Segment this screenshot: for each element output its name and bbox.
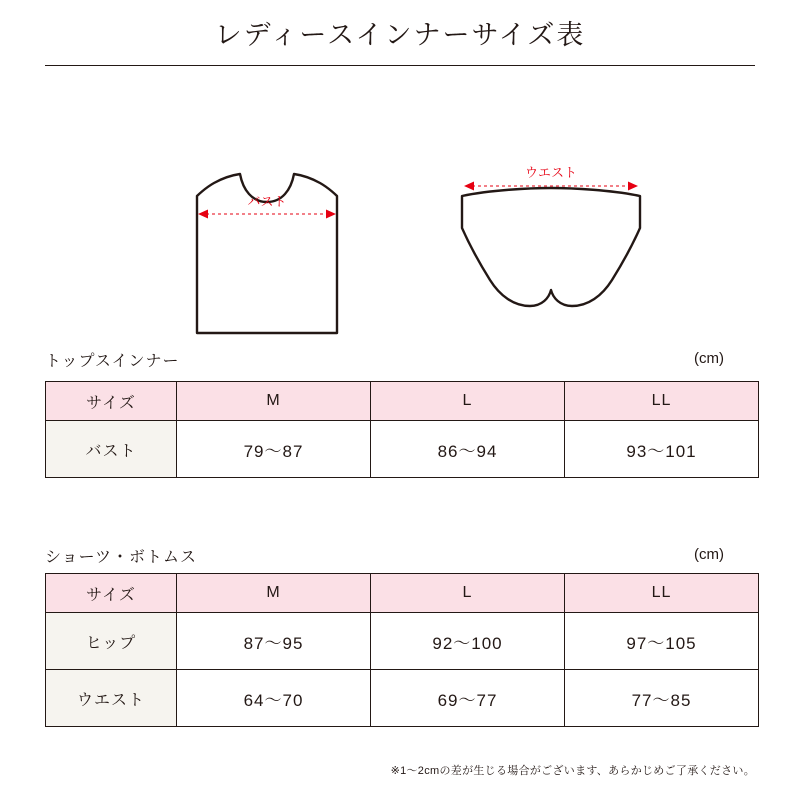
section-label-bottoms: ショーツ・ボトムス <box>45 549 198 566</box>
row-header-hip: ヒップ <box>46 613 177 670</box>
table-row <box>46 421 759 478</box>
column-header-l: L <box>371 382 565 421</box>
column-header-l: L <box>371 574 565 613</box>
tops-size-table <box>45 381 759 478</box>
cell-hip-l: 92〜100 <box>371 613 565 670</box>
cell-waist-ll: 77〜85 <box>565 670 759 727</box>
row-header-bust: バスト <box>46 421 177 478</box>
cell-bust-ll: 93〜101 <box>565 421 759 478</box>
cell-hip-m: 87〜95 <box>177 613 371 670</box>
shorts-illustration <box>462 188 640 306</box>
cell-bust-l: 86〜94 <box>371 421 565 478</box>
cell-waist-l: 69〜77 <box>371 670 565 727</box>
unit-label-bottoms: (cm) <box>694 546 724 563</box>
column-header-size: サイズ <box>46 574 177 613</box>
table-header-row <box>46 574 759 613</box>
column-header-ll: LL <box>565 574 759 613</box>
column-header-m: M <box>177 382 371 421</box>
column-header-m: M <box>177 574 371 613</box>
table-header-row <box>46 382 759 421</box>
section-label-tops: トップスインナー <box>45 353 180 370</box>
bust-measure-arrow <box>198 194 336 219</box>
title-divider <box>45 65 755 66</box>
waist-measure-arrow <box>464 165 638 191</box>
row-header-waist: ウエスト <box>46 670 177 727</box>
bust-arrow-label: バスト <box>247 194 287 209</box>
cell-waist-m: 64〜70 <box>177 670 371 727</box>
table-row <box>46 670 759 727</box>
garment-illustrations <box>0 78 800 340</box>
unit-label-tops: (cm) <box>694 350 724 367</box>
disclaimer-note: ※1〜2cmの差が生じる場合がございます、あらかじめご了承ください。 <box>390 765 755 777</box>
page-title: レディースインナーサイズ表 <box>214 20 586 50</box>
column-header-ll: LL <box>565 382 759 421</box>
table-row <box>46 613 759 670</box>
column-header-size: サイズ <box>46 382 177 421</box>
illustration-area <box>0 78 800 340</box>
cell-bust-m: 79〜87 <box>177 421 371 478</box>
page-title-wrap <box>45 18 755 53</box>
bottoms-size-table <box>45 573 759 727</box>
cell-hip-ll: 97〜105 <box>565 613 759 670</box>
waist-arrow-label: ウエスト <box>524 165 578 180</box>
